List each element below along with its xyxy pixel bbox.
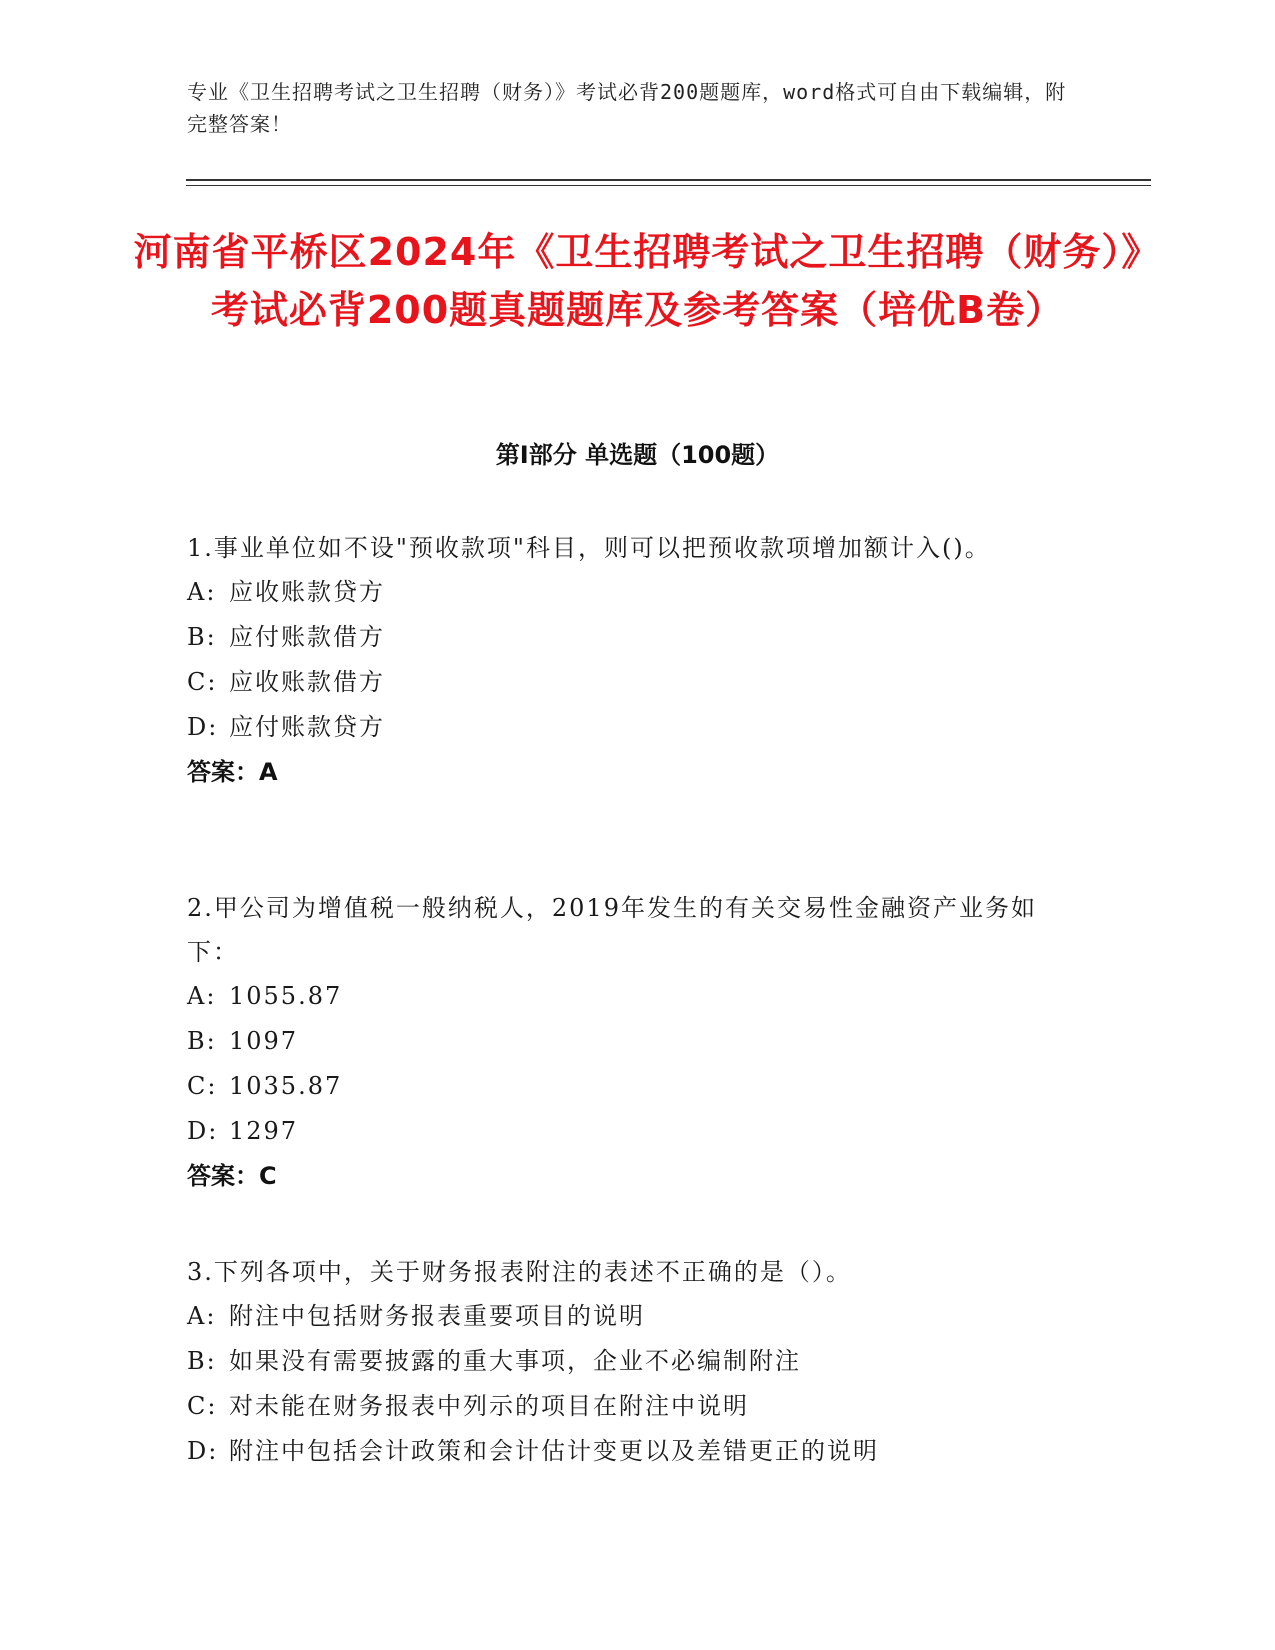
- section-heading: 第Ⅰ部分 单选题（100题）: [495, 441, 780, 469]
- document-title: 河南省平桥区2024年《卫生招聘考试之卫生招聘（财务）》考试必背200题真题题库及参考答案（培优B卷）: [133, 230, 1142, 332]
- answer-line: 答案：C: [187, 1162, 277, 1190]
- option-text: 应付账款借方: [229, 623, 385, 651]
- option-a: [187, 974, 1087, 1019]
- option-text: 应收账款贷方: [229, 578, 385, 606]
- option-b: [187, 1339, 1087, 1384]
- option-c: [187, 660, 1087, 705]
- option-key: D:: [187, 1117, 219, 1145]
- option-d: [187, 1109, 1087, 1154]
- option-key: B:: [187, 623, 217, 651]
- option-key: B:: [187, 1027, 217, 1055]
- option-text: 1035.87: [229, 1072, 343, 1100]
- option-text: 附注中包括会计政策和会计估计变更以及差错更正的说明: [229, 1437, 879, 1465]
- option-key: A:: [187, 578, 217, 606]
- option-text: 1055.87: [229, 982, 343, 1010]
- answer-line: 答案：A: [187, 758, 278, 786]
- option-key: C:: [187, 1392, 218, 1420]
- option-key: D:: [187, 713, 219, 741]
- option-text: 对未能在财务报表中列示的项目在附注中说明: [229, 1392, 749, 1420]
- option-text: 附注中包括财务报表重要项目的说明: [229, 1302, 645, 1330]
- option-key: B:: [187, 1347, 217, 1375]
- header-divider-thin: [186, 185, 1151, 186]
- header-note: 专业《卫生招聘考试之卫生招聘（财务）》考试必背200题题库，word格式可自由下载编辑，附完整答案！: [187, 80, 1067, 136]
- option-key: A:: [187, 982, 217, 1010]
- option-text: 如果没有需要披露的重大事项，企业不必编制附注: [229, 1347, 801, 1375]
- question-3: [187, 1250, 1087, 1474]
- question-stem: 3.下列各项中，关于财务报表附注的表述不正确的是（）。: [187, 1258, 852, 1286]
- option-d: [187, 705, 1087, 750]
- option-d: [187, 1429, 1087, 1474]
- option-a: [187, 1294, 1087, 1339]
- question-stem: 1.事业单位如不设"预收款项"科目，则可以把预收款项增加额计入()。: [187, 534, 991, 562]
- option-b: [187, 615, 1087, 660]
- question-stem: 2.甲公司为增值税一般纳税人，2019年发生的有关交易性金融资产业务如下：: [187, 894, 1037, 966]
- option-c: [187, 1384, 1087, 1429]
- option-key: A:: [187, 1302, 217, 1330]
- option-text: 应付账款贷方: [229, 713, 385, 741]
- option-c: [187, 1064, 1087, 1109]
- option-text: 1097: [229, 1027, 299, 1055]
- option-text: 1297: [229, 1117, 299, 1145]
- option-b: [187, 1019, 1087, 1064]
- option-key: C:: [187, 668, 218, 696]
- question-1: [187, 526, 1087, 794]
- header-divider-thick: [186, 179, 1151, 181]
- option-key: D:: [187, 1437, 219, 1465]
- option-text: 应收账款借方: [229, 668, 385, 696]
- option-a: [187, 570, 1087, 615]
- question-2: [187, 886, 1087, 1198]
- option-key: C:: [187, 1072, 218, 1100]
